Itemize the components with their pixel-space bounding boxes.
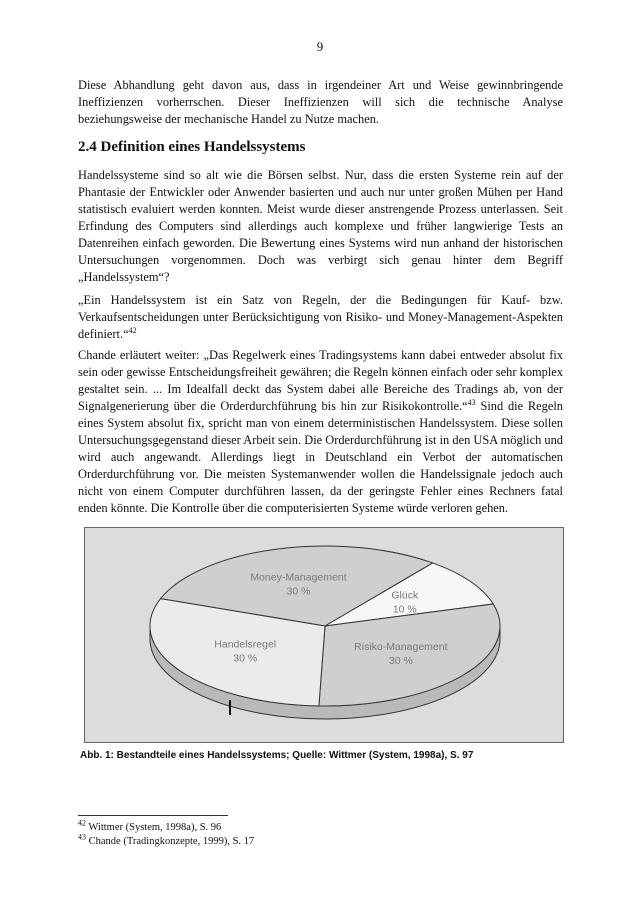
pie-value-risiko-management: 30 % bbox=[388, 655, 413, 668]
pie-label-handelsregel: Handelsregel bbox=[214, 638, 277, 651]
pie-value-handelsregel: 30 % bbox=[233, 652, 258, 665]
pie-value-money-management: 30 % bbox=[286, 585, 311, 598]
footnote-43-number: 43 bbox=[78, 832, 86, 842]
pie-label-money-management: Money-Management bbox=[250, 571, 347, 584]
footnote-43-text: Chande (Tradingkonzepte, 1999), S. 17 bbox=[86, 836, 255, 847]
pie-label-risiko-management: Risiko-Management bbox=[354, 641, 448, 654]
section-heading: 2.4 Definition eines Handelssystems bbox=[78, 139, 306, 155]
quote-paragraph bbox=[78, 292, 563, 343]
footnote-ref-43: 43 bbox=[467, 397, 476, 407]
pie-chart bbox=[85, 528, 563, 742]
figure-caption: Abb. 1: Bestandteile eines Handelssystems; Quelle: Wittmer (System, 1998a), S. 97 bbox=[80, 750, 474, 761]
quote-text: „Ein Handelssystem ist ein Satz von Regeln, der die Bedingungen für Kauf- bzw. Verkaufsentscheidungen unter Berücksichtigung von Risiko- und Money-Management-Aspekten definiert.“ bbox=[78, 293, 563, 341]
page-number: 9 bbox=[316, 39, 324, 54]
intro-paragraph: Diese Abhandlung geht davon aus, dass in irgendeiner Art und Weise gewinnbringende Ineffizienzen vorherrschen. Dieser Ineffizienzen will sich die technische Analyse beziehungsweise der mechanische Handel zu Nutze machen. bbox=[78, 78, 563, 126]
paragraph-chande-part-a: Chande erläutert weiter: „Das Regelwerk eines Tradingsystems kann dabei entweder absolut fix sein oder gewisse Entscheidungsfreiheit gewähren; die Regeln können einfach oder sehr komplex gestaltet sein. ... Im Idealfall deckt das System dabei alle Bereiche des Tradings ab, von der Signalgenerierung über die Orderdurchführung bis hin zur Risikokontrolle.“ bbox=[78, 348, 563, 413]
footnote-42 bbox=[78, 818, 222, 834]
paragraph-definition: Handelssysteme sind so alt wie die Börsen selbst. Nur, dass die ersten Systeme rein auf der Phantasie der Entwickler oder Anwender basierten und auch nur unter großen Mühen per Hand statistisch evaluiert werden konnten. Meist wurde dieser anstrengende Prozess unterlassen. Seit Erfindung des Computers sind allerdings auch komplexe und früher langwierige Tests an Datenreihen einfach geworden. Die Bewertung eines Systems wird nun anhand der historischen Untersuchungen vorgenommen. Doch was verbirgt sich genau hinter dem Begriff „Handelssystem“? bbox=[78, 168, 563, 284]
footnote-divider bbox=[78, 815, 228, 816]
pie-chart-figure bbox=[84, 527, 564, 743]
footnote-43 bbox=[78, 832, 255, 848]
footnote-42-number: 42 bbox=[78, 818, 86, 828]
pie-value-gl-ck: 10 % bbox=[392, 603, 417, 616]
footnote-42-text: Wittmer (System, 1998a), S. 96 bbox=[86, 822, 222, 833]
footnote-ref-42: 42 bbox=[128, 325, 137, 335]
pie-label-gl-ck: Glück bbox=[391, 589, 419, 602]
paragraph-chande bbox=[78, 347, 563, 517]
paragraph-chande-part-b: Sind die Regeln eines System absolut fix, spricht man von einem deterministischen Handelssystem. Diese sollen Untersuchungsgegenstand dieser Arbeit sein. Die Orderdurchführung ist in den USA möglich und wird auch angewandt. Allerdings liegt in Deutschland ein Verbot der automatischen Orderdurchführung vor. Die meisten Systemanwender wollen die Handelssignale jedoch auch nicht von einem Computer durchführen lassen, da der geringste Fehler eines Rechners fatal enden könnte. Die Kontrolle über die computerisierten Systeme würde verloren gehen. bbox=[78, 399, 563, 515]
